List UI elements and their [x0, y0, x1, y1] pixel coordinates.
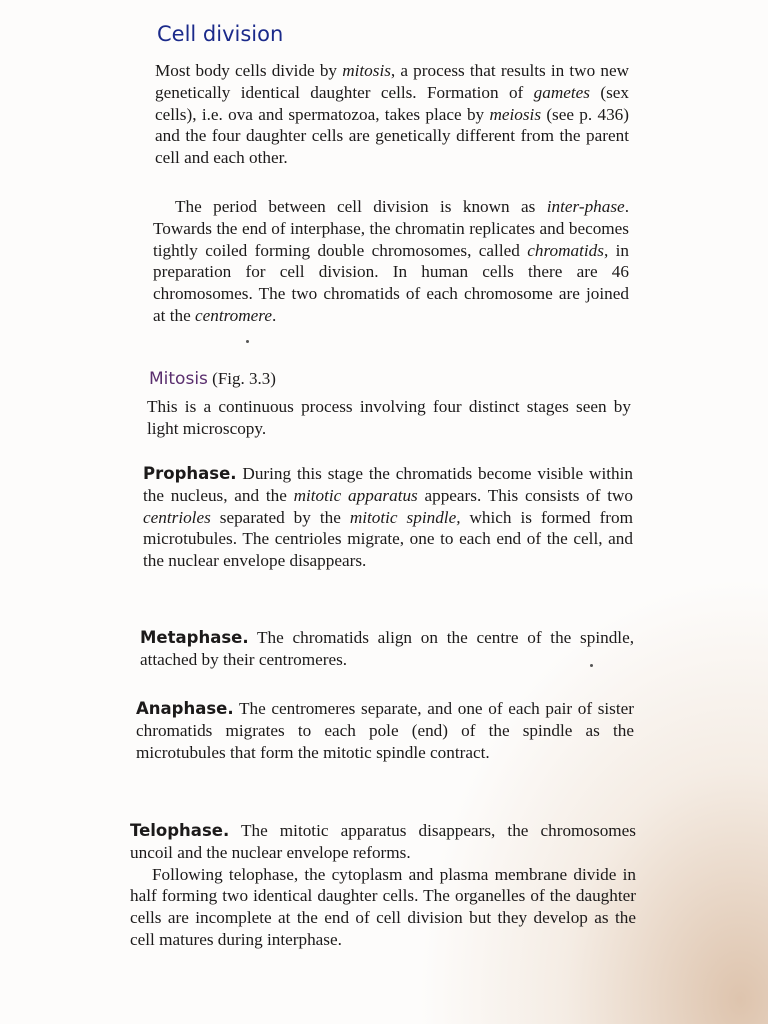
- prophase-paragraph: Prophase. During this stage the chromatids become visible within the nucleus, and the mitotic apparatus appears. This consists of two centrioles separated by the mitotic spindle, which is formed from microtubules. The centrioles migrate, one to each end of the cell, and the nuclear envelope disappears.: [143, 464, 633, 571]
- telophase-paragraph: Telophase. The mitotic apparatus disappears, the chromosomes uncoil and the nuclear envelope reforms. Following telophase, the cytoplasm and plasma membrane divide in half forming two identical daughter cells. The organelles of the daughter cells are incomplete at the end of cell division but they develop as the cell matures during interphase.: [130, 821, 636, 949]
- metaphase-paragraph: Metaphase. The chromatids align on the centre of the spindle, attached by their centromeres.: [140, 628, 634, 669]
- interphase-paragraph: The period between cell division is known as inter-phase. Towards the end of interphase, the chromatin replicates and becomes tightly coiled forming double chromosomes, called chromatids, in preparation for cell division. In human cells there are 46 chromosomes. The two chromatids of each chromosome are joined at the centromere.: [153, 197, 630, 325]
- page-title: Cell division: [157, 22, 284, 46]
- stray-mark: [246, 340, 249, 343]
- mitosis-heading: Mitosis (Fig. 3.3): [149, 369, 276, 389]
- anaphase-paragraph: Anaphase. The centromeres separate, and one of each pair of sister chromatids migrates to each pole (end) of the spindle as the microtubules that form the mitotic spindle contract.: [136, 699, 634, 762]
- following-telophase-text: Following telophase, the cytoplasm and plasma membrane divide in half forming two identical daughter cells. The organelles of the daughter cells are incomplete at the end of cell division but they develop as the cell matures during interphase.: [130, 864, 636, 949]
- stray-mark: [590, 664, 593, 667]
- intro-paragraph: Most body cells divide by mitosis, a process that results in two new genetically identical daughter cells. Formation of gametes (sex cells), i.e. ova and spermatozoa, takes place by meiosis (see p. 436) and the four daughter cells are genetically different from the parent cell and each other.: [155, 61, 629, 168]
- mitosis-paragraph: This is a continuous process involving four distinct stages seen by light microscopy.: [147, 397, 631, 438]
